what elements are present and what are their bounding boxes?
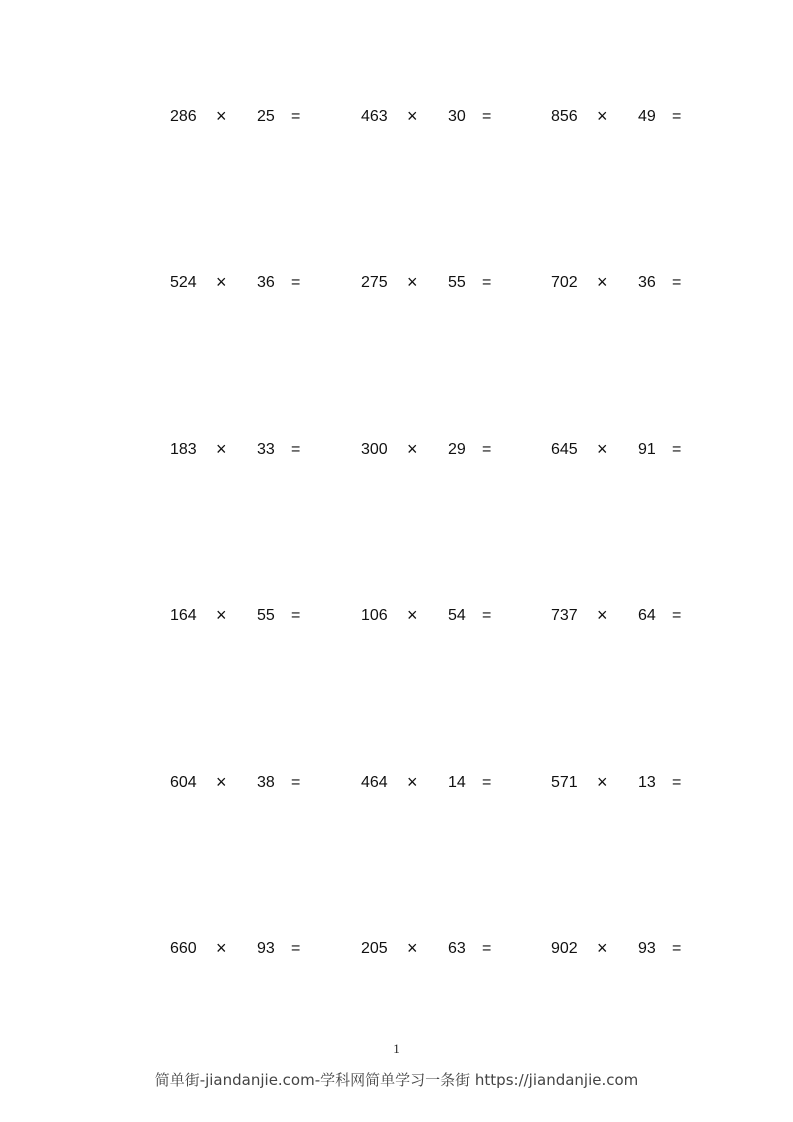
second-factor: 14	[448, 774, 466, 791]
first-factor: 660	[170, 940, 197, 957]
times-sign: ×	[216, 772, 227, 792]
multiplication-problem	[170, 770, 310, 796]
multiplication-problem	[170, 104, 310, 130]
multiplication-problem	[551, 437, 691, 463]
first-factor: 205	[361, 940, 388, 957]
problem-row	[0, 603, 793, 629]
times-sign: ×	[216, 439, 227, 459]
first-factor: 275	[361, 274, 388, 291]
equals-sign: =	[291, 274, 301, 291]
multiplication-problem	[170, 603, 310, 629]
first-factor: 604	[170, 774, 197, 791]
times-sign: ×	[407, 605, 418, 625]
times-sign: ×	[407, 272, 418, 292]
multiplication-problem	[361, 770, 501, 796]
multiplication-problem	[361, 603, 501, 629]
problem-row	[0, 770, 793, 796]
second-factor: 33	[257, 441, 275, 458]
equals-sign: =	[291, 774, 301, 791]
multiplication-problem	[361, 104, 501, 130]
first-factor: 183	[170, 441, 197, 458]
multiplication-problem	[361, 437, 501, 463]
equals-sign: =	[482, 940, 492, 957]
multiplication-problem	[551, 770, 691, 796]
second-factor: 63	[448, 940, 466, 957]
first-factor: 737	[551, 607, 578, 624]
equals-sign: =	[672, 108, 682, 125]
equals-sign: =	[482, 274, 492, 291]
equals-sign: =	[482, 607, 492, 624]
equals-sign: =	[672, 274, 682, 291]
times-sign: ×	[597, 772, 608, 792]
second-factor: 64	[638, 607, 656, 624]
second-factor: 38	[257, 774, 275, 791]
times-sign: ×	[597, 439, 608, 459]
first-factor: 524	[170, 274, 197, 291]
first-factor: 106	[361, 607, 388, 624]
second-factor: 29	[448, 441, 466, 458]
second-factor: 30	[448, 108, 466, 125]
times-sign: ×	[216, 938, 227, 958]
second-factor: 25	[257, 108, 275, 125]
times-sign: ×	[216, 605, 227, 625]
times-sign: ×	[407, 439, 418, 459]
multiplication-problem	[170, 270, 310, 296]
times-sign: ×	[216, 106, 227, 126]
second-factor: 93	[257, 940, 275, 957]
times-sign: ×	[216, 272, 227, 292]
first-factor: 902	[551, 940, 578, 957]
multiplication-problem	[551, 603, 691, 629]
page-number: 1	[393, 1041, 400, 1056]
multiplication-problem	[170, 936, 310, 962]
first-factor: 286	[170, 108, 197, 125]
equals-sign: =	[291, 940, 301, 957]
first-factor: 164	[170, 607, 197, 624]
times-sign: ×	[597, 106, 608, 126]
equals-sign: =	[672, 940, 682, 957]
times-sign: ×	[407, 106, 418, 126]
first-factor: 702	[551, 274, 578, 291]
problem-row	[0, 270, 793, 296]
multiplication-problem	[361, 936, 501, 962]
first-factor: 571	[551, 774, 578, 791]
multiplication-problem	[361, 270, 501, 296]
multiplication-problem	[170, 437, 310, 463]
first-factor: 463	[361, 108, 388, 125]
multiplication-problem	[551, 270, 691, 296]
second-factor: 55	[448, 274, 466, 291]
multiplication-problem	[551, 104, 691, 130]
equals-sign: =	[482, 108, 492, 125]
first-factor: 856	[551, 108, 578, 125]
equals-sign: =	[482, 441, 492, 458]
equals-sign: =	[291, 607, 301, 624]
first-factor: 645	[551, 441, 578, 458]
problem-row	[0, 936, 793, 962]
second-factor: 49	[638, 108, 656, 125]
second-factor: 36	[638, 274, 656, 291]
equals-sign: =	[672, 774, 682, 791]
times-sign: ×	[597, 605, 608, 625]
equals-sign: =	[672, 441, 682, 458]
times-sign: ×	[597, 938, 608, 958]
second-factor: 55	[257, 607, 275, 624]
equals-sign: =	[291, 108, 301, 125]
multiplication-problem	[551, 936, 691, 962]
equals-sign: =	[672, 607, 682, 624]
times-sign: ×	[597, 272, 608, 292]
second-factor: 93	[638, 940, 656, 957]
problem-row	[0, 104, 793, 130]
equals-sign: =	[482, 774, 492, 791]
footer-text: 简单街-jiandanjie.com-学科网简单学习一条街 https://jiandanjie.com	[154, 1071, 639, 1089]
times-sign: ×	[407, 772, 418, 792]
second-factor: 13	[638, 774, 656, 791]
second-factor: 54	[448, 607, 466, 624]
equals-sign: =	[291, 441, 301, 458]
times-sign: ×	[407, 938, 418, 958]
second-factor: 36	[257, 274, 275, 291]
first-factor: 300	[361, 441, 388, 458]
problem-row	[0, 437, 793, 463]
second-factor: 91	[638, 441, 656, 458]
first-factor: 464	[361, 774, 388, 791]
